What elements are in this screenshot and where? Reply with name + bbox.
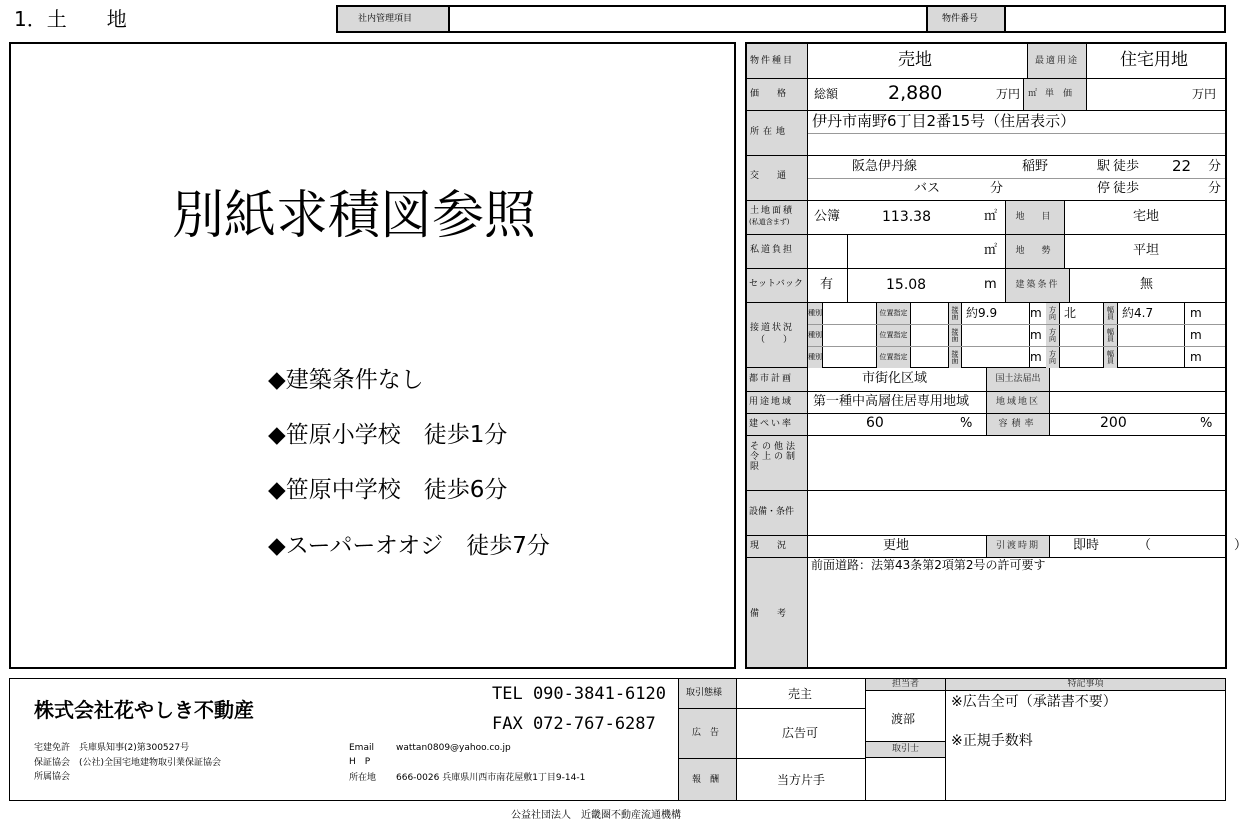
handover-paren: （ ） [1138, 538, 1250, 553]
road-dir-label: 方向 [1046, 303, 1060, 324]
land-area-value: 113.38 [882, 209, 931, 225]
road-pos-label: 位置指定 [877, 303, 911, 324]
private-road-unit: ㎡ [984, 243, 998, 258]
condition-label: 建築条件 [1005, 269, 1070, 302]
type-label: 物件種目 [750, 56, 795, 66]
ad-value: 広告可 [782, 726, 819, 740]
staff-label: 担当者 [866, 679, 945, 691]
hp-label: H P [349, 757, 371, 767]
setback-flag: 有 [820, 277, 834, 292]
road-unit: m [1030, 350, 1042, 364]
traffic-label: 交 通 [750, 171, 787, 181]
unit-price-label-cell [1023, 79, 1087, 110]
road-kind-label: 種別 [808, 325, 823, 346]
land-area-unit: ㎡ [984, 209, 998, 224]
chimoku-label: 地 目 [1005, 201, 1065, 234]
deal-value: 売主 [788, 687, 813, 701]
road-width-label: 幅員 [1104, 303, 1118, 324]
other-law-label: その他法令上の制限 [750, 442, 799, 472]
road-width-label: 幅員 [1104, 325, 1118, 346]
road-pos-label: 位置指定 [877, 347, 911, 368]
road-dir-val [1060, 347, 1104, 368]
point-1: ◆建築条件なし [268, 367, 424, 393]
tel: TEL 090-3841-6120 [492, 684, 666, 704]
bus-min-unit: 分 [990, 181, 1004, 196]
road-label: 接道状況 [750, 323, 795, 333]
road-blank-cell [823, 325, 877, 346]
use-label: 最適用途 [1027, 44, 1087, 78]
info-label-column [747, 44, 807, 667]
road-unit: m [1030, 328, 1042, 342]
station-label: 駅 [1097, 159, 1111, 174]
city-plan-value: 市街化区域 [862, 371, 928, 386]
staff-value: 渡部 [891, 712, 916, 726]
road-contact-label: 接面 [949, 347, 962, 368]
special-2: ※正規手数料 [951, 733, 1033, 749]
unit-price-m2: ㎡ [1028, 89, 1038, 99]
walk-label: 徒歩 [1113, 159, 1140, 174]
road-kind-label: 種別 [808, 303, 823, 324]
point-4: ◆スーパーオオジ 徒歩7分 [268, 533, 550, 559]
point-3: ◆笹原中学校 徒歩6分 [268, 477, 508, 503]
license: 宅建免許 兵庫県知事(2)第300527号 [34, 743, 190, 753]
price-label: 価 格 [750, 89, 787, 99]
address: 666-0026 兵庫県川西市南花屋敷1丁目9-14-1 [396, 773, 586, 783]
deal-label: 取引態様 [686, 688, 723, 698]
road-width-val [1118, 347, 1185, 368]
setback-label: セットバック [749, 279, 803, 289]
special-1: ※広告全可（承諾書不要） [951, 694, 1117, 710]
email-label: Email [349, 743, 374, 753]
section-title: 1．土 地 [14, 7, 127, 31]
property-no-field[interactable] [1008, 8, 1222, 30]
walk-minutes: 22 [1172, 157, 1192, 175]
price-value: 2,880 [888, 82, 943, 104]
company-name: 株式会社花やしき不動産 [34, 698, 254, 722]
special-label: 特記事項 [946, 679, 1225, 691]
fee-label: 報 酬 [692, 775, 720, 785]
unit-price-unit: 万円 [1192, 87, 1217, 101]
address-label: 所在地 [349, 773, 377, 783]
remarks-label: 備 考 [750, 609, 787, 619]
land-area-kind: 公簿 [814, 209, 841, 224]
handover-label: 引渡時期 [986, 536, 1050, 557]
road-contact-label: 接面 [949, 303, 962, 324]
road-unit: m [1030, 306, 1042, 320]
far-pct: % [1200, 416, 1213, 431]
use-value: 住宅用地 [1120, 50, 1188, 70]
road-pos-label: 位置指定 [877, 325, 911, 346]
stop-label: 停 [1097, 181, 1111, 196]
mgmt-field[interactable] [452, 8, 924, 30]
station-name: 稲野 [1022, 159, 1049, 174]
road-contact-label: 接面 [949, 325, 962, 346]
district-label: 地域地区 [986, 392, 1050, 413]
agent-label: 取引士 [866, 741, 945, 758]
min-unit-2: 分 [1208, 181, 1222, 196]
land-area-label: 土地面積 [750, 206, 795, 216]
land-area-sub: (私道含まず) [749, 218, 790, 226]
road-unit: m [1190, 328, 1202, 342]
road-paren: （ ） [756, 335, 793, 345]
road-blank-cell [911, 303, 949, 324]
min-unit: 分 [1208, 159, 1222, 174]
bcr-pct: % [960, 416, 973, 431]
unit-price-label: 単 価 [1045, 89, 1073, 99]
bus-label: バス [914, 181, 941, 196]
road-unit: m [1190, 350, 1202, 364]
left-panel [9, 42, 736, 669]
road-contact-val [962, 325, 1030, 346]
price-unit: 万円 [996, 87, 1021, 101]
road-dir-val [1060, 325, 1104, 346]
price-total-label: 総額 [814, 87, 839, 101]
road-width-label: 幅員 [1104, 347, 1118, 368]
location-value: 伊丹市南野6丁目2番15号（住居表示） [812, 112, 1076, 130]
far-label: 容積率 [986, 414, 1050, 435]
zoning-label: 用途地域 [749, 397, 794, 407]
condition-value: 無 [1140, 277, 1154, 292]
road-dir-label: 方向 [1046, 347, 1060, 368]
road-contact-val [962, 347, 1030, 368]
city-plan-label: 都市計画 [749, 374, 794, 384]
facility-label: 設備・条件 [749, 507, 795, 517]
remarks-value: 前面道路：法第43条第2項第2号の許可要す [811, 558, 1046, 572]
bottom-org: 公益社団法人 近畿圏不動産流通機構 [511, 810, 681, 821]
location-label: 所在地 [750, 127, 790, 137]
terrain-label: 地 勢 [1005, 235, 1065, 268]
fax: FAX 072-767-6287 [492, 714, 656, 734]
bcr-label: 建ぺい率 [749, 419, 794, 429]
ad-label: 広 告 [692, 728, 720, 738]
association-2: 所属協会 [34, 772, 71, 782]
private-road-label: 私道負担 [750, 245, 795, 255]
setback-unit: m [984, 277, 997, 292]
setback-value: 15.08 [886, 277, 927, 293]
property-no-label: 物件番号 [942, 14, 979, 24]
fee-value: 当方片手 [777, 773, 826, 787]
road-width-val: 約4.7 [1118, 303, 1185, 324]
association-1: 保証協会 (公社)全国宅地建物取引業保証協会 [34, 758, 222, 768]
point-2: ◆笹原小学校 徒歩1分 [268, 422, 508, 448]
line-name: 阪急伊丹線 [852, 159, 918, 174]
main-notice: 別紙求積図参照 [172, 186, 537, 246]
road-dir-label: 方向 [1046, 325, 1060, 346]
road-dir-val: 北 [1060, 303, 1104, 324]
mgmt-label: 社内管理項目 [358, 14, 413, 24]
terrain-value: 平坦 [1133, 243, 1160, 258]
far-value: 200 [1100, 415, 1127, 431]
road-blank-cell [911, 347, 949, 368]
road-blank-cell [911, 325, 949, 346]
walk-label-2: 徒歩 [1113, 181, 1140, 196]
road-unit: m [1190, 306, 1202, 320]
chimoku-value: 宅地 [1133, 209, 1160, 224]
road-blank-cell [823, 303, 877, 324]
zoning-value: 第一種中高層住居専用地域 [813, 394, 970, 409]
road-blank-cell [823, 347, 877, 368]
type-value: 売地 [898, 50, 932, 70]
road-width-val [1118, 325, 1185, 346]
bcr-value: 60 [866, 415, 884, 431]
kokudo-label: 国土法届出 [986, 368, 1050, 391]
status-label: 現 況 [750, 541, 787, 551]
email[interactable]: wattan0809@yahoo.co.jp [396, 743, 511, 753]
road-contact-val: 約9.9 [962, 303, 1030, 324]
handover-value: 即時 [1073, 538, 1100, 553]
status-value: 更地 [883, 538, 910, 553]
road-kind-label: 種別 [808, 347, 823, 368]
